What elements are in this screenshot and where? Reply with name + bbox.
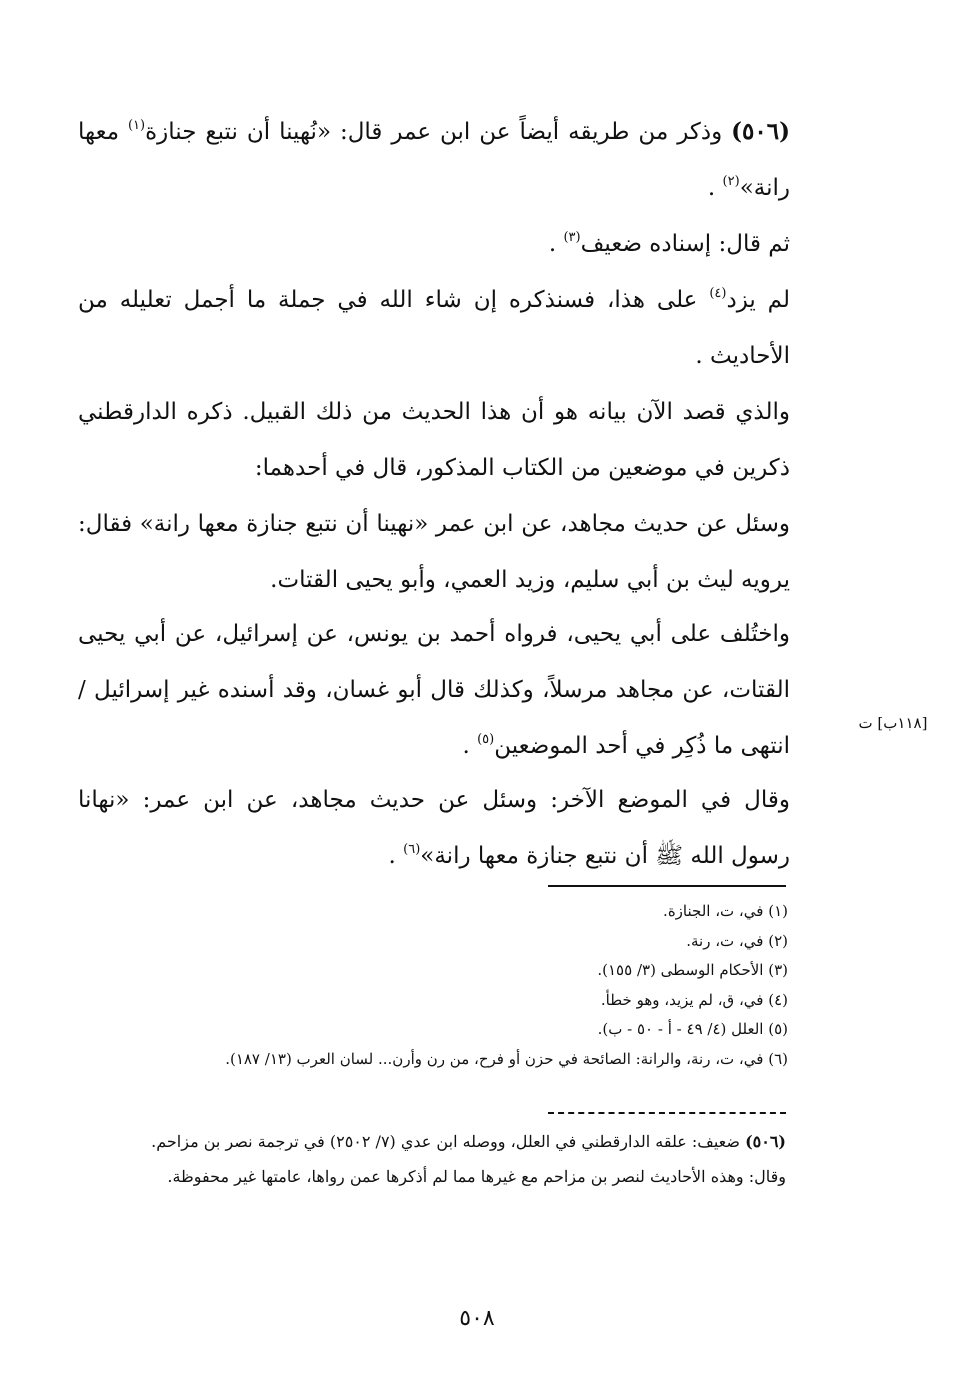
takhrij-line: وقال: وهذه الأحاديث لنصر بن مزاحم مع غيرها مما لم أذكرها عمن رواها، عامتها غير محفوظة.: [167, 1167, 786, 1186]
footnote-6: (٦) في، ت، رنة، والرانة: الصائحة في حزن أو فرح، من رن وأرن... لسان العرب (١٣/ ١٨٧).: [225, 1049, 788, 1068]
footnote-2: (٢) في، ت، رنة.: [686, 931, 788, 950]
text-segment: على هذا، فسنذكره إن شاء الله في جملة ما أجمل تعليله من الأحاديث .: [78, 287, 790, 369]
takhrij-line: [70, 1124, 786, 1159]
footnote-3: (٣) الأحكام الوسطى (٣/ ١٥٥).: [597, 961, 788, 979]
text-segment: وقال في الموضع الآخر: وسئل عن حديث مجاهد، عن ابن عمر: «نهانا رسول الله ﷺ أن نتبع جنازة معها رانة»: [78, 787, 790, 869]
text-segment: ثم قال: إسناده ضعيف: [580, 231, 790, 257]
footnote-4: (٤) في، ق، لم يزيد، وهو خطأ.: [600, 990, 788, 1009]
paragraph-daraqutni: والذي قصد الآن بيانه هو أن هذا الحديث من ذلك القبيل. ذكره الدارقطني ذكرين في موضعين من الكتاب المذكور، قال في أحدهما:: [78, 399, 790, 481]
page-number: ٥٠٨: [459, 1306, 495, 1331]
takhrij-number: (٥٠٦): [745, 1132, 786, 1151]
hadith-number: (٥٠٦): [731, 118, 790, 145]
text-segment: معها رانة»: [78, 119, 790, 201]
paragraph-lam-yazid: [78, 272, 790, 384]
takhrij-separator: [548, 1112, 786, 1114]
footnotes: [120, 897, 788, 1074]
takhrij-note: [70, 1124, 786, 1194]
text-segment: لم يزد: [726, 287, 790, 313]
footnote-ref[interactable]: (٥): [477, 732, 495, 747]
footnote-ref[interactable]: (٦): [403, 842, 421, 857]
text-segment: .: [707, 175, 723, 201]
text-segment: .: [462, 733, 478, 759]
footnote-separator: [548, 885, 786, 887]
manuscript-folio-note: [١١٨ب] ت: [858, 714, 928, 732]
footnote-ref[interactable]: (٣): [563, 230, 581, 245]
footnote-ref[interactable]: (٢): [722, 174, 740, 189]
text-segment: ضعيف: علقه الدارقطني في العلل، ووصله ابن عدي (٧/ ٢٥٠٢) في ترجمة نصر بن مزاحم.: [151, 1132, 746, 1151]
text-segment: وذكر من طريقه أيضاً عن ابن عمر قال: «نُهينا أن نتبع جنازة: [145, 119, 732, 145]
paragraph-question: وسئل عن حديث مجاهد، عن ابن عمر «نهينا أن نتبع جنازة معها رانة» فقال: يرويه ليث بن أبي سليم، وزيد العمي، وأبو يحيى القتات.: [78, 511, 790, 593]
footnote-1: (١) في، ت، الجنازة.: [663, 902, 788, 920]
footnote-5: (٥) العلل (٤/ ٤٩ - أ - ٥٠ - ب).: [597, 1020, 788, 1038]
paragraph-ikhtilaf: [78, 606, 790, 774]
text-segment: .: [388, 843, 404, 869]
text-segment: واختُلف على أبي يحيى، فرواه أحمد بن يونس، عن إسرائيل، عن أبي يحيى القتات، عن مجاهد مرسلاً، وكذلك قال أبو غسان، وقد أسنده غير إسرائيل / انتهى ما ذُكِر في أحد الموضعين: [78, 621, 790, 759]
footnote-ref[interactable]: (١): [127, 118, 146, 133]
text-segment: .: [548, 231, 564, 257]
paragraph-other-place: [78, 772, 790, 884]
paragraph-506: [78, 104, 790, 216]
footnote-ref[interactable]: (٤): [709, 286, 727, 301]
paragraph-isnad: [78, 216, 790, 272]
